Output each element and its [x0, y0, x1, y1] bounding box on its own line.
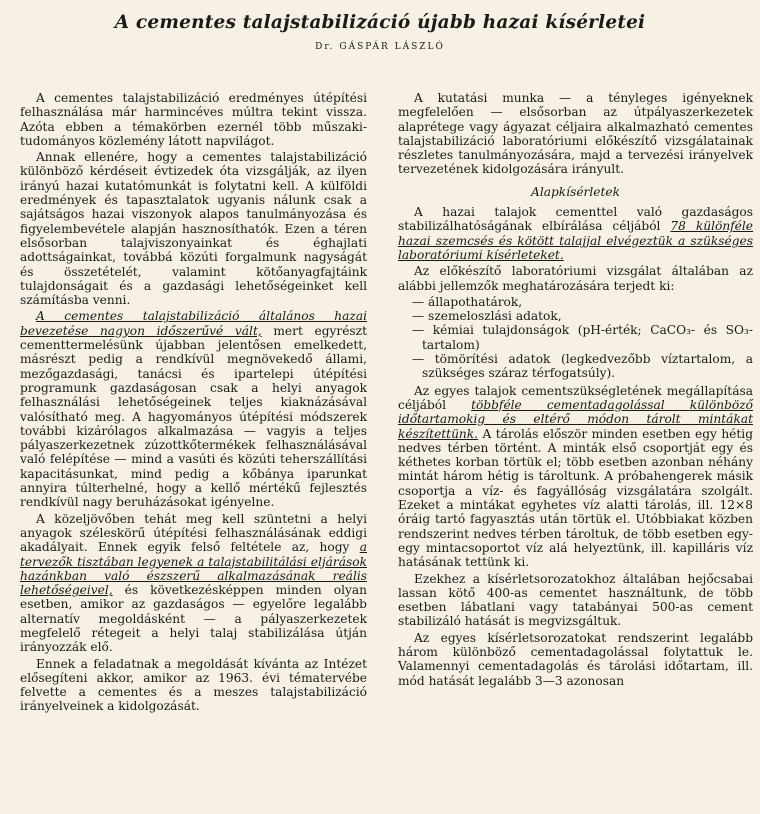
- emphasized-text: többféle cementadagolással különböző időtartamokig és eltérő módon tárolt mintákat készítettünk.: [398, 397, 753, 441]
- emphasized-text: a tervezők tisztában legyenek a talajstabilitálási eljárások hazánkban való észszerű alkalmazásának reális lehetőségeivel,: [20, 540, 367, 598]
- paragraph: [20, 150, 367, 307]
- text-run: és következésképpen minden olyan esetben, amikor az gazdaságos — egyelőre legalább alternatív megoldásként — a pályaszerkezetek megfelelő rétegeit a helyi talaj stabilizálása útján irányozzák elő.: [20, 583, 367, 655]
- list-item: — kémiai tulajdonságok (pH-érték; CaCO₃- és SO₃-tartalom): [412, 323, 753, 352]
- right-column: [398, 91, 753, 690]
- paragraph: [398, 91, 753, 177]
- right-intro-paragraphs: [398, 91, 753, 177]
- right-body-a-paragraphs: [398, 205, 753, 293]
- text-run: Az egyes talajok cementszükségletének megállapítása céljából: [398, 383, 753, 412]
- text-run: Ennek a feladatnak a megoldását kívánta az Intézet elősegíteni akkor, amikor az 1963. évi tématervébe felvette a cementes és a meszes talajstabilizáció irányelveinek a kidolgozását.: [20, 656, 367, 714]
- article-title: A cementes talajstabilizáció újabb hazai kísérletei: [114, 12, 646, 33]
- list-item: — tömörítési adatok (legkedvezőbb víztartalom, a szükséges száraz térfogatsúly).: [412, 352, 753, 381]
- paragraph: [20, 657, 367, 714]
- text-run: Az előkészítő laboratóriumi vizsgálat általában az alábbi jellemzők meghatározására terjedt ki:: [398, 264, 753, 293]
- paragraph: [20, 512, 367, 655]
- paragraph: [398, 264, 753, 293]
- text-run: A kutatási munka — a tényleges igényeknek megfelelően — elsősorban az útpályaszerkezetek alaprétege vagy ágyazat céljaira alkalmazható cementes talajstabilizáció laboratóriumi előkészítő vizsgálatainak részletes tanulmányozására, majd a tervezési irányelvek tervezetének kidolgozására irányult.: [398, 91, 753, 177]
- article-author: Dr. GÁSPÁR LÁSZLÓ: [315, 42, 445, 52]
- text-run: A hazai talajok cementtel való gazdaságos stabilizálhatóságának elbírálása céljából: [398, 205, 753, 234]
- paragraph: [398, 572, 753, 629]
- paragraph: [20, 91, 367, 148]
- list-item: — állapothatárok,: [412, 294, 523, 309]
- text-run: A közeljövőben tehát meg kell szüntetni a helyi anyagok széleskörű útépítési felhasználásának eddigi akadályait. Ennek egyik felső feltétele az, hogy: [20, 511, 367, 555]
- text-run: Ezekhez a kísérletsorozatokhoz általában hejőcsabai lassan kötő 400-as cementet használtunk, de több esetben lábatlani vagy tatabányai 500-as cement stabilizáló hatását is megvizsgáltuk.: [398, 571, 753, 629]
- text-run: Az egyes kísérletsorozatokat rendszerint legalább három különböző cementadagolással folytattuk le. Valamennyi cementadagolás és tárolási időtartam, ill. mód hatását legalább 3—3 azonosan: [398, 630, 753, 688]
- text-run: mert egyrészt cementtermelésünk újabban jelentősen emelkedett, másrészt pedig a rendkívül megnövekedő állami, mezőgazdasági, tanácsi és ipartelepi útépítési programunk gazdaságosan csak a helyi anyagok felhasználási lehetőségeinek teljes kiaknázásával valósítható meg. A hagyományos útépítési módszerek további kizárólagos alkalmazása — vagyis a teljes pályaszerkezetnek zúzottkőtermékek felhasználásával való felépítése — mind a vasúti és közúti teherszállítási kapacitásunkat, mind pedig a kőbánya iparunkat annyira túlterhelné, hogy a kellő mértékű fejlesztés rendkívül nagy beruházásokat igényelne.: [20, 323, 367, 510]
- list-item: — szemeloszlási adatok,: [412, 309, 562, 324]
- text-run: Annak ellenére, hogy a cementes talajstabilizáció különböző kérdéseit évtizedek óta vizsgálják, az ilyen irányú hazai kutatómunkát is folytatni kell. A külföldi eredmények és tapasztalatok ugyanis nálunk csak a sajátságos hazai viszonyok alapos tanulmányozása és figyelembevétele alapján hasznosíthatók. Ezen a téren elsősorban talajviszonyainkat és éghajlati adottságainkat, továbbá közúti forgalmunk nagyságát és összetételét, valamint kötőanyagfajtáink tulajdonságait és a gazdasági lehetőségeinket kell számításba venni.: [20, 150, 367, 308]
- section-heading: Alapkísérletek: [531, 184, 620, 199]
- emphasized-text: A cementes talajstabilizáció általános hazai bevezetése nagyon időszerűvé vált,: [20, 309, 367, 338]
- left-column: [20, 91, 367, 716]
- right-body-b-paragraphs: [398, 384, 753, 688]
- paragraph: [398, 631, 753, 688]
- emphasized-text: 78 különféle hazai szemcsés és kötött talajjal elvégeztük a szükséges laboratóriumi kísérleteket.: [398, 219, 753, 262]
- property-list: [398, 295, 753, 381]
- paragraph: [398, 384, 753, 570]
- left-paragraphs: [20, 91, 367, 714]
- paragraph: [20, 309, 367, 509]
- text-run: A cementes talajstabilizáció eredményes útépítési felhasználása már harmincéves múltra tekint vissza. Azóta ebben a témakörben ezernél több műszaki-tudományos közlemény látott napvilágot.: [20, 91, 367, 148]
- text-run: A tárolás először minden esetben egy hétig nedves térben történt. A minták első csoportját egy és kéthetes korban törtük el; több esetben azonban néhány mintát három hétig is tároltunk. A próbahengerek másik csoportja a víz- és fagyállóság vizsgálatára szolgált. Ezeket a mintákat egyhetes víz alatti tárolás, ill. 12×8 óráig tartó fagyasztás után törtük el. Utóbbiakat közben rendszerint nedves térben tároltuk, de több esetben egy-egy mintacsoportot víz alá helyeztünk, ill. kapilláris víz hatásának tettünk ki.: [398, 426, 753, 570]
- paragraph: [398, 205, 753, 262]
